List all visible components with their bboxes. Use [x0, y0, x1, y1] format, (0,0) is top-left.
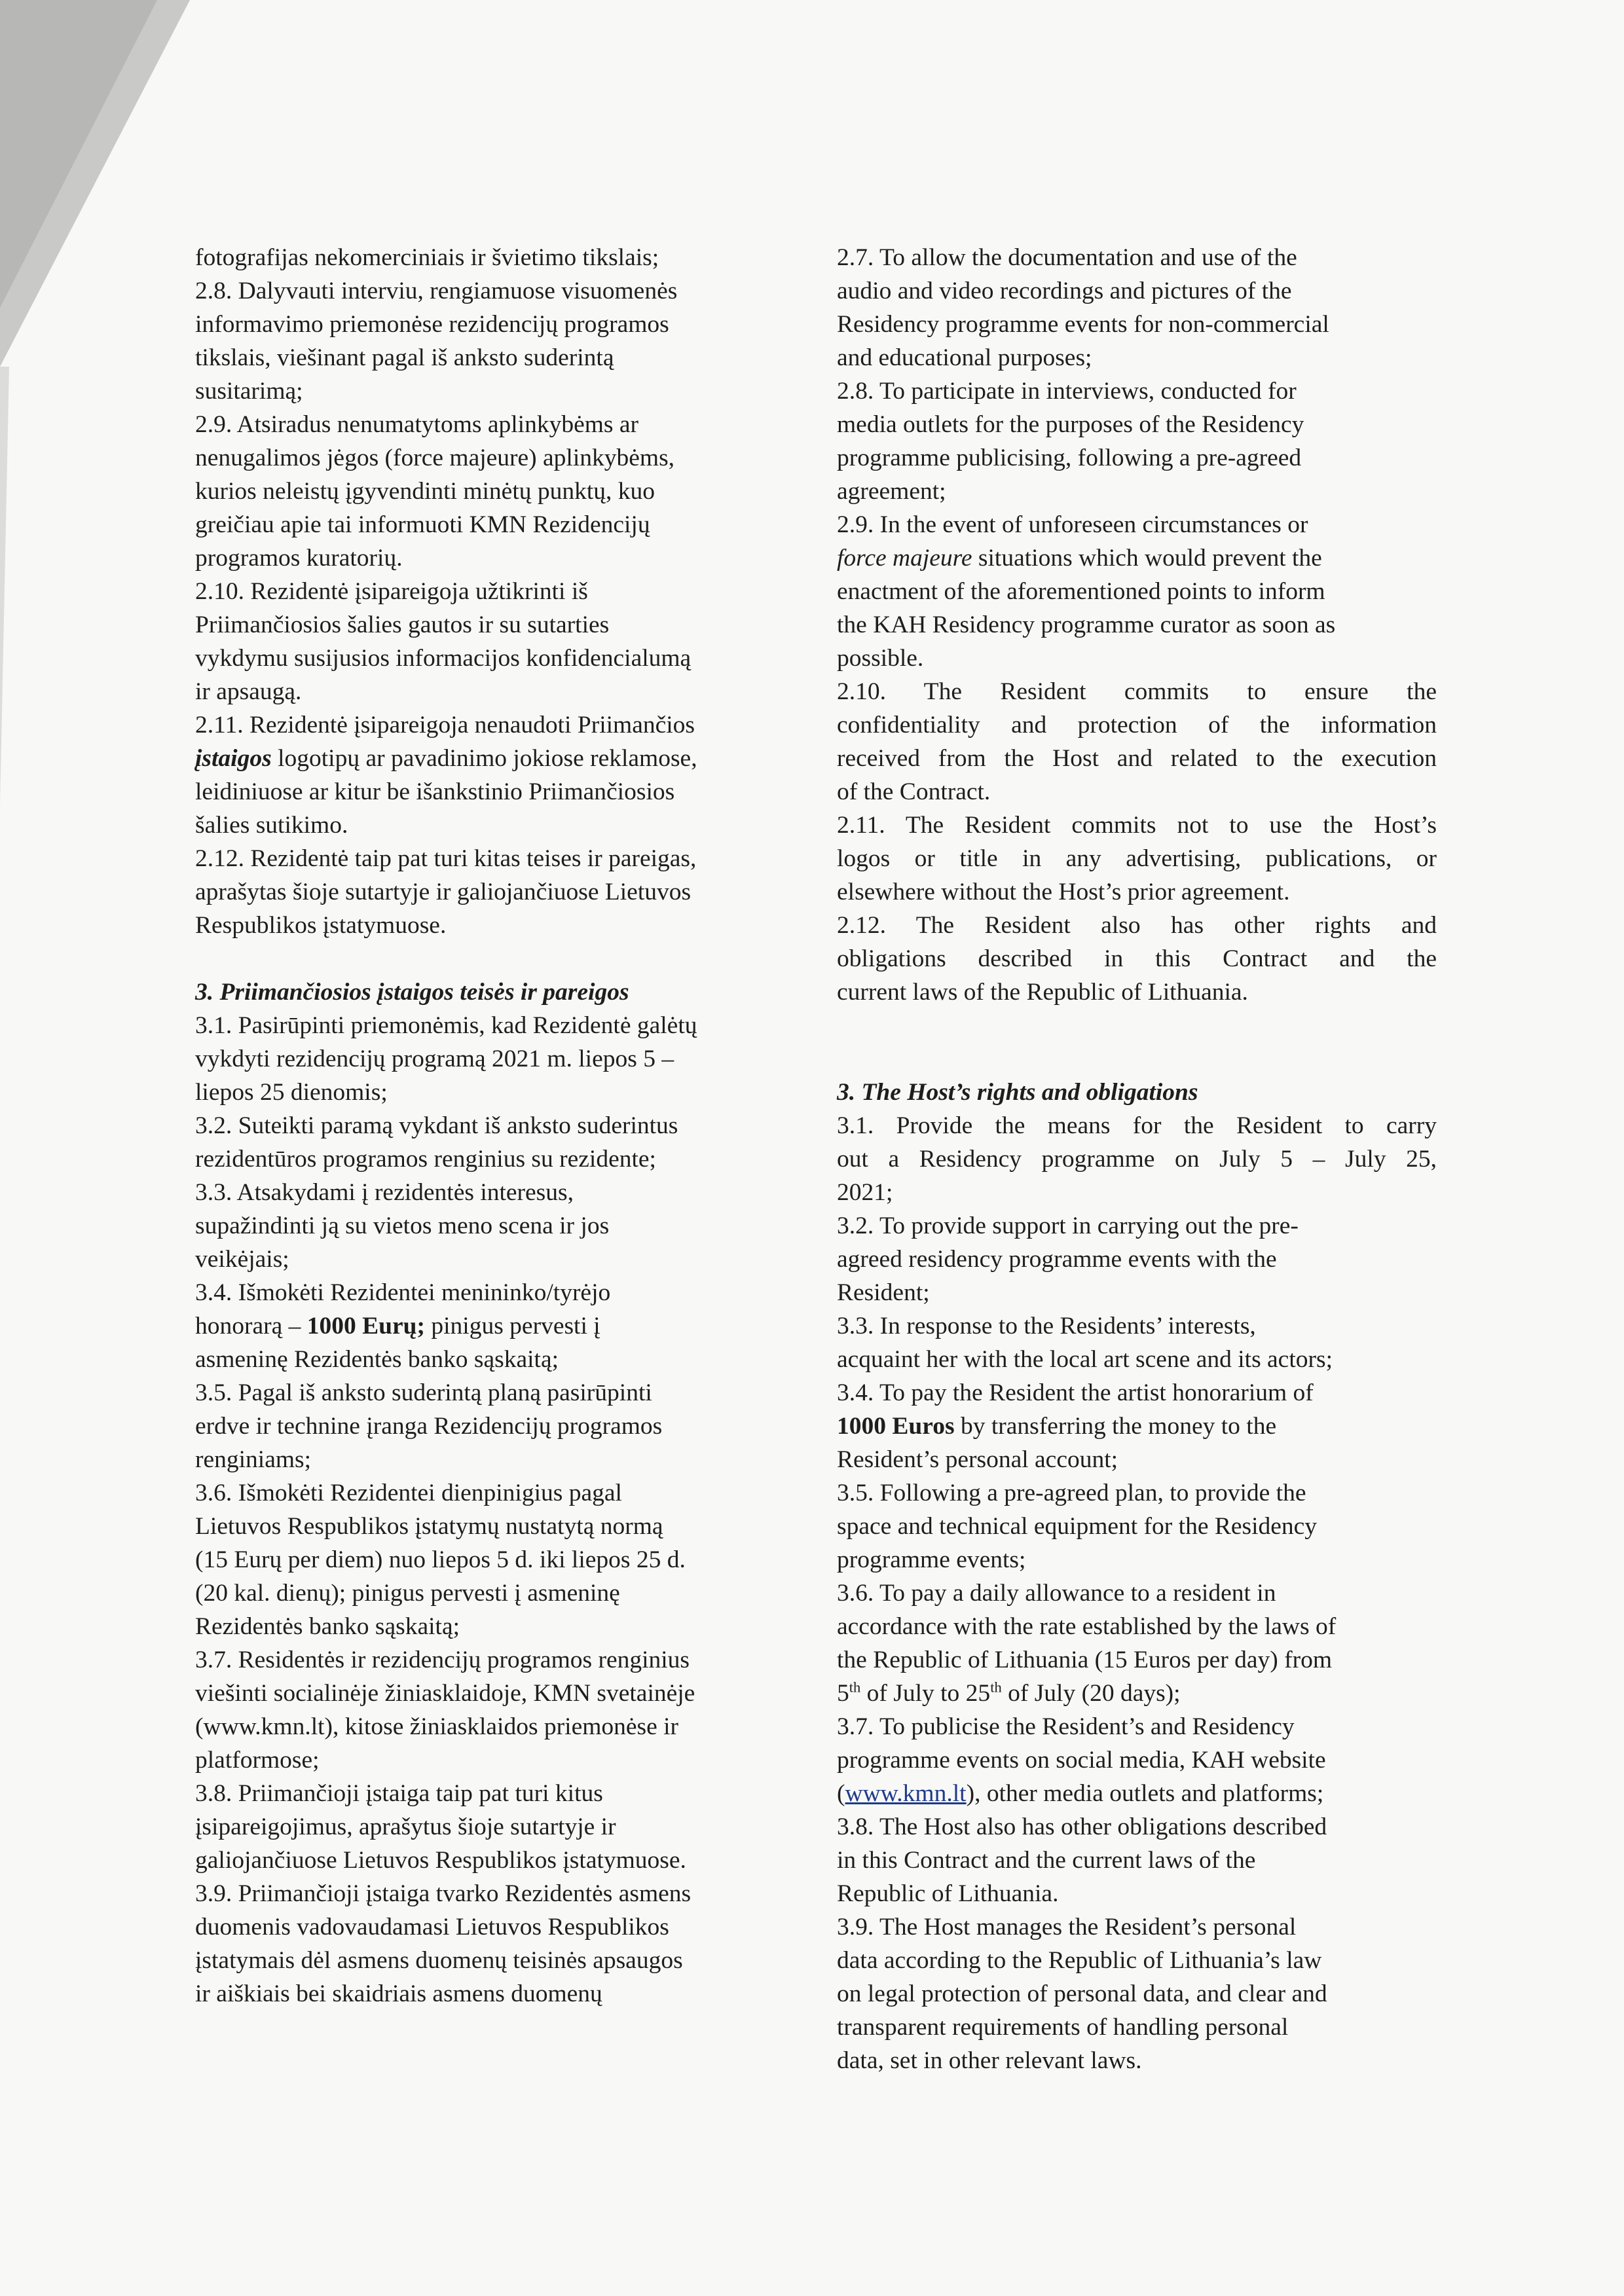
text-line [837, 1777, 1437, 1810]
text-line [837, 1410, 1437, 1443]
text-line: (15 Eurų per diem) nuo liepos 5 d. iki liepos 25 d. [195, 1546, 686, 1573]
text-line: media outlets for the purposes of the Residency [837, 411, 1304, 438]
right-column-english [837, 241, 1437, 2077]
text-line: aprašytas šioje sutartyje ir galiojančiuose Lietuvos [195, 879, 692, 905]
text-line: 2.10. The Resident commits to ensure the [837, 678, 1437, 705]
text-line: viešinti socialinėje žiniasklaidoje, KMN svetainėje [195, 1680, 695, 1707]
text-line: leidiniuose ar kitur be išankstinio Priimančiosios [195, 778, 675, 805]
text-span: ( [837, 1780, 845, 1807]
text-line: 3.9. Priimančioji įstaiga tvarko Rezidentės asmens [195, 1880, 692, 1907]
bold-italic-text: įstaigos [195, 745, 272, 772]
text-span: logotipų ar pavadinimo jokiose reklamose, [271, 745, 697, 772]
text-line: 2.7. To allow the documentation and use of the [837, 244, 1297, 271]
text-line [195, 742, 784, 775]
text-span: by transferring the money to the [954, 1413, 1277, 1440]
section-heading: 3. Priimančiosios įstaigos teisės ir pareigos [195, 979, 629, 1006]
text-line: 3.3. In response to the Residents’ interests, [837, 1313, 1256, 1339]
text-line: 2.10. Rezidentė įsipareigoja užtikrinti iš [195, 578, 588, 605]
text-line: liepos 25 dienomis; [195, 1079, 388, 1106]
text-span: of July (20 days); [1001, 1680, 1181, 1707]
text-line: data, set in other relevant laws. [837, 2047, 1142, 2074]
text-line: Rezidentės banko sąskaitą; [195, 1613, 460, 1640]
text-line: įstatymais dėl asmens duomenų teisinės apsaugos [195, 1947, 683, 1974]
text-line: 3.6. To pay a daily allowance to a resident in [837, 1580, 1276, 1607]
text-line: kurios neleistų įgyvendinti minėtų punktų, kuo [195, 478, 655, 505]
text-line: programme events on social media, KAH website [837, 1747, 1326, 1774]
text-line: Priimančiosios šalies gautos ir su sutarties [195, 611, 610, 638]
text-line: out a Residency programme on July 5 – July 25, [837, 1146, 1437, 1173]
text-span: pinigus pervesti į [425, 1313, 600, 1339]
text-line: 2.11. The Resident commits not to use the Host’s [837, 812, 1437, 839]
text-line [195, 1309, 784, 1343]
text-line: supažindinti ją su vietos meno scena ir jos [195, 1212, 610, 1239]
text-line: galiojančiuose Lietuvos Respublikos įstatymuose. [195, 1847, 686, 1874]
bold-amount: 1000 Eurų; [306, 1313, 425, 1339]
text-line: elsewhere without the Host’s prior agreement. [837, 879, 1290, 905]
text-line: 3.6. Išmokėti Rezidentei dienpinigius pagal [195, 1480, 622, 1506]
text-line: obligations described in this Contract and the [837, 945, 1437, 972]
text-line: 3.8. Priimančioji įstaiga taip pat turi kitus [195, 1780, 603, 1807]
text-line: received from the Host and related to the execution [837, 745, 1437, 772]
bold-amount: 1000 Euros [837, 1413, 955, 1440]
text-line: possible. [837, 645, 924, 672]
text-line: 2.9. In the event of unforeseen circumstances or [837, 511, 1308, 538]
text-line: the KAH Residency programme curator as soon as [837, 611, 1336, 638]
text-line: 2.11. Rezidentė įsipareigoja nenaudoti Priimančios [195, 712, 695, 738]
text-line: in this Contract and the current laws of the [837, 1847, 1256, 1874]
text-line: of the Contract. [837, 778, 991, 805]
text-line: Residency programme events for non-commercial [837, 311, 1329, 338]
text-line: (www.kmn.lt), kitose žiniasklaidos priemonėse ir [195, 1713, 679, 1740]
text-span: situations which would prevent the [972, 545, 1322, 572]
left-column-lithuanian [195, 241, 784, 2011]
text-span: of July to 25 [860, 1680, 991, 1707]
text-line: vykdymu susijusios informacijos konfidencialumą [195, 645, 692, 672]
text-line: space and technical equipment for the Residency [837, 1513, 1318, 1540]
text-line: logos or title in any advertising, publications, or [837, 845, 1437, 872]
text-line: 3.4. Išmokėti Rezidentei menininko/tyrėjo [195, 1279, 611, 1306]
text-line: 3.7. Residentės ir rezidencijų programos renginius [195, 1647, 690, 1673]
text-line: 2.12. The Resident also has other rights and [837, 912, 1437, 939]
section-heading: 3. The Host’s rights and obligations [837, 1079, 1198, 1106]
text-line: 3.3. Atsakydami į rezidentės interesus, [195, 1179, 574, 1206]
text-line: confidentiality and protection of the information [837, 712, 1437, 738]
text-line: 2.8. To participate in interviews, conducted for [837, 378, 1297, 405]
text-line: transparent requirements of handling personal [837, 2014, 1289, 2041]
text-span: ), other media outlets and platforms; [966, 1780, 1324, 1807]
text-line: nenugalimos jėgos (force majeure) aplinkybėms, [195, 445, 675, 471]
text-line: agreed residency programme events with the [837, 1246, 1277, 1273]
text-line: 2021; [837, 1179, 893, 1206]
text-line: 3.9. The Host manages the Resident’s personal [837, 1914, 1297, 1941]
text-line: vykdyti rezidencijų programą 2021 m. liepos 5 – [195, 1046, 674, 1072]
text-line [837, 541, 1437, 575]
text-line: susitarimą; [195, 378, 303, 405]
text-line: accordance with the rate established by the laws of [837, 1613, 1337, 1640]
text-line: 3.2. Suteikti paramą vykdant iš anksto suderintus [195, 1112, 678, 1139]
text-line: 2.12. Rezidentė taip pat turi kitas teises ir pareigas, [195, 845, 697, 872]
text-span: 5 [837, 1680, 849, 1707]
text-line: the Republic of Lithuania (15 Euros per day) from [837, 1647, 1333, 1673]
text-line: on legal protection of personal data, and clear and [837, 1980, 1327, 2007]
ordinal-suffix: th [990, 1679, 1002, 1696]
text-line: asmeninę Rezidentės banko sąskaitą; [195, 1346, 559, 1373]
text-line: agreement; [837, 478, 946, 505]
website-link[interactable]: www.kmn.lt [845, 1780, 967, 1807]
text-line: Resident; [837, 1279, 930, 1306]
text-line: current laws of the Republic of Lithuania. [837, 979, 1248, 1006]
text-line: 2.9. Atsiradus nenumatytoms aplinkybėms ar [195, 411, 638, 438]
text-line: tikslais, viešinant pagal iš anksto suderintą [195, 344, 614, 371]
text-line: programme events; [837, 1546, 1026, 1573]
text-line: duomenis vadovaudamasi Lietuvos Respublikos [195, 1914, 669, 1941]
spacer [195, 942, 784, 975]
text-line: and educational purposes; [837, 344, 1092, 371]
text-line: 3.8. The Host also has other obligations described [837, 1813, 1327, 1840]
text-line: programos kuratorių. [195, 545, 403, 572]
text-line: veikėjais; [195, 1246, 289, 1273]
text-line: (20 kal. dienų); pinigus pervesti į asmeninę [195, 1580, 620, 1607]
text-line: 3.5. Following a pre-agreed plan, to provide the [837, 1480, 1306, 1506]
spacer [837, 1009, 1437, 1076]
ordinal-suffix: th [849, 1679, 861, 1696]
text-line: programme publicising, following a pre-agreed [837, 445, 1302, 471]
text-line: rezidentūros programos renginius su rezidente; [195, 1146, 656, 1173]
text-line: Respublikos įstatymuose. [195, 912, 447, 939]
text-line: informavimo priemonėse rezidencijų programos [195, 311, 669, 338]
text-line: 3.1. Provide the means for the Resident to carry [837, 1112, 1437, 1139]
text-span: honorarą – [195, 1313, 307, 1339]
text-line: erdve ir technine įranga Rezidencijų programos [195, 1413, 663, 1440]
text-line: 3.7. To publicise the Resident’s and Residency [837, 1713, 1295, 1740]
text-line: 3.2. To provide support in carrying out the pre- [837, 1212, 1299, 1239]
text-line: fotografijas nekomerciniais ir švietimo tikslais; [195, 244, 659, 271]
text-line: Resident’s personal account; [837, 1446, 1118, 1473]
text-line: acquaint her with the local art scene and its actors; [837, 1346, 1333, 1373]
text-line: 2.8. Dalyvauti interviu, rengiamuose visuomenės [195, 278, 678, 304]
text-line: platformose; [195, 1747, 320, 1774]
text-line: šalies sutikimo. [195, 812, 348, 839]
text-line: 3.4. To pay the Resident the artist honorarium of [837, 1379, 1314, 1406]
text-line: renginiams; [195, 1446, 312, 1473]
text-line: ir apsaugą. [195, 678, 302, 705]
text-line: greičiau apie tai informuoti KMN Rezidencijų [195, 511, 650, 538]
italic-text: force majeure [837, 545, 972, 572]
text-line: Republic of Lithuania. [837, 1880, 1059, 1907]
text-line: ir aiškiais bei skaidriais asmens duomenų [195, 1980, 602, 2007]
text-line: 3.5. Pagal iš anksto suderintą planą pasirūpinti [195, 1379, 652, 1406]
text-line [837, 1677, 1437, 1710]
text-line: audio and video recordings and pictures of the [837, 278, 1292, 304]
text-line: 3.1. Pasirūpinti priemonėmis, kad Rezidentė galėtų [195, 1012, 697, 1039]
text-line: data according to the Republic of Lithuania’s law [837, 1947, 1322, 1974]
text-line: Lietuvos Respublikos įstatymų nustatytą normą [195, 1513, 663, 1540]
text-line: enactment of the aforementioned points to inform [837, 578, 1325, 605]
text-line: įsipareigojimus, aprašytus šioje sutartyje ir [195, 1813, 616, 1840]
